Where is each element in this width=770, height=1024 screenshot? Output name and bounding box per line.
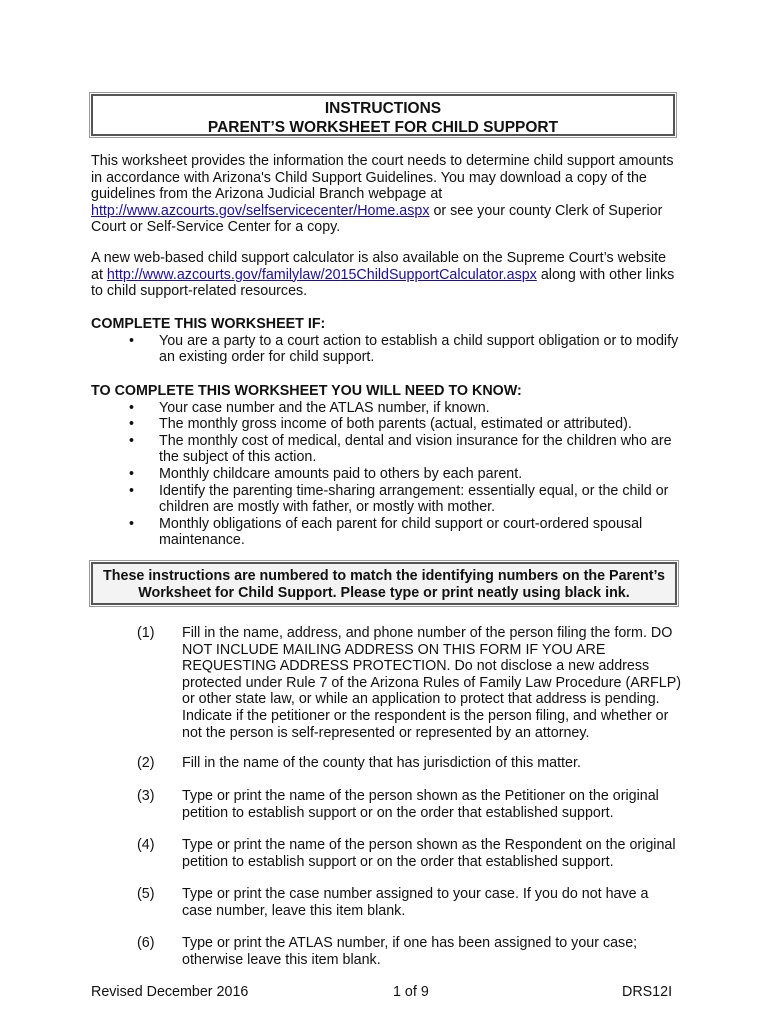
intro-p2-after: along with other links to child support-related resources. (91, 266, 675, 300)
step-number: (4) (137, 837, 155, 853)
bullet-icon: • (129, 432, 135, 449)
step-number: (2) (137, 755, 155, 771)
need-to-know-list (91, 400, 681, 549)
list-item: • Your case number and the ATLAS number, if known. (129, 399, 490, 416)
step-4 (91, 837, 691, 870)
step-text: Type or print the case number assigned to your case. If you do not have a case number, leave this item blank. (182, 886, 649, 919)
need-to-know-heading: TO COMPLETE THIS WORKSHEET YOU WILL NEED TO KNOW: (91, 383, 522, 399)
list-item: • Identify the parenting time-sharing arrangement: essentially equal, or the child or children are mostly with father, or mostly with mother. (129, 482, 669, 516)
list-item: • Monthly obligations of each parent for child support or court-ordered spousal maintenance. (129, 515, 643, 549)
step-text: Fill in the name, address, and phone number of the person filing the form. DO NOT INCLUDE MAILING ADDRESS ON THIS FORM IF YOU ARE REQUESTING ADDRESS PROTECTION. Do not disclose a new address protected under Rule 7 of the Arizona Rules of Family Law Procedure (ARFLP) or other state law, or while an application to protect that address is pending. Indicate if the petitioner or the respondent is the person filing, and whether or not the person is self-represented or represented by an attorney. (182, 625, 682, 741)
selfservice-link[interactable]: http://www.azcourts.gov/selfservicecenter/Home.aspx (91, 202, 430, 219)
step-number: (5) (137, 886, 155, 902)
intro-paragraph-2 (91, 250, 681, 300)
step-text: Type or print the name of the person shown as the Petitioner on the original petition to establish support or on the order that established support. (182, 788, 659, 821)
complete-if-list (91, 333, 681, 366)
footer-page-number: 1 of 9 (393, 984, 429, 1000)
need-to-know-section (91, 383, 681, 549)
intro-p1-after: or see your county Clerk of Superior Court or Self-Service Center for a copy. (91, 202, 663, 236)
title-line-2: PARENT’S WORKSHEET FOR CHILD SUPPORT (207, 119, 559, 136)
bullet-icon: • (129, 332, 135, 349)
step-1 (91, 625, 691, 741)
footer-revised: Revised December 2016 (91, 984, 249, 1000)
step-6 (91, 935, 691, 968)
bullet-icon: • (129, 465, 135, 482)
complete-if-section (91, 316, 681, 366)
step-number: (1) (137, 625, 155, 641)
step-3 (91, 788, 691, 821)
calculator-link[interactable]: http://www.azcourts.gov/familylaw/2015ChildSupportCalculator.aspx (106, 266, 537, 283)
intro-p2-text: A new web-based child support calculator is also available on the Supreme Court’s website at (91, 250, 667, 283)
title-line-1: INSTRUCTIONS (324, 100, 442, 117)
list-item: • The monthly cost of medical, dental and vision insurance for the children who are the subject of this action. (129, 432, 672, 466)
instructions-note-box (91, 562, 677, 605)
bullet-icon: • (129, 482, 135, 499)
step-text: Type or print the name of the person shown as the Respondent on the original petition to establish support or on the order that established support. (182, 837, 676, 870)
intro-p1-text: This worksheet provides the information the court needs to determine child support amounts in accordance with Arizona's Child Support Guidelines. You may download a copy of the guidelines from the Arizona Judicial Branch webpage at (91, 153, 674, 203)
complete-if-heading: COMPLETE THIS WORKSHEET IF: (91, 316, 326, 332)
step-number: (3) (137, 788, 155, 804)
intro-paragraph-1 (91, 153, 681, 236)
title-box (91, 94, 675, 136)
bullet-icon: • (129, 515, 135, 532)
step-text: Type or print the ATLAS number, if one has been assigned to your case; otherwise leave this item blank. (182, 935, 638, 968)
list-item: • You are a party to a court action to establish a child support obligation or to modify an existing order for child support. (129, 332, 679, 366)
list-item: • Monthly childcare amounts paid to others by each parent. (129, 465, 523, 482)
bullet-icon: • (129, 416, 135, 433)
step-2 (91, 755, 691, 772)
note-line-1: These instructions are numbered to match the identifying numbers on the Parent’s (103, 568, 665, 584)
bullet-icon: • (129, 399, 135, 416)
step-5 (91, 886, 691, 919)
list-item: • The monthly gross income of both parents (actual, estimated or attributed). (129, 416, 632, 433)
step-text: Fill in the name of the county that has jurisdiction of this matter. (182, 755, 581, 771)
note-line-2: Worksheet for Child Support. Please type or print neatly using black ink. (138, 585, 630, 601)
step-number: (6) (137, 935, 155, 951)
footer-form-code: DRS12I (622, 984, 673, 1000)
